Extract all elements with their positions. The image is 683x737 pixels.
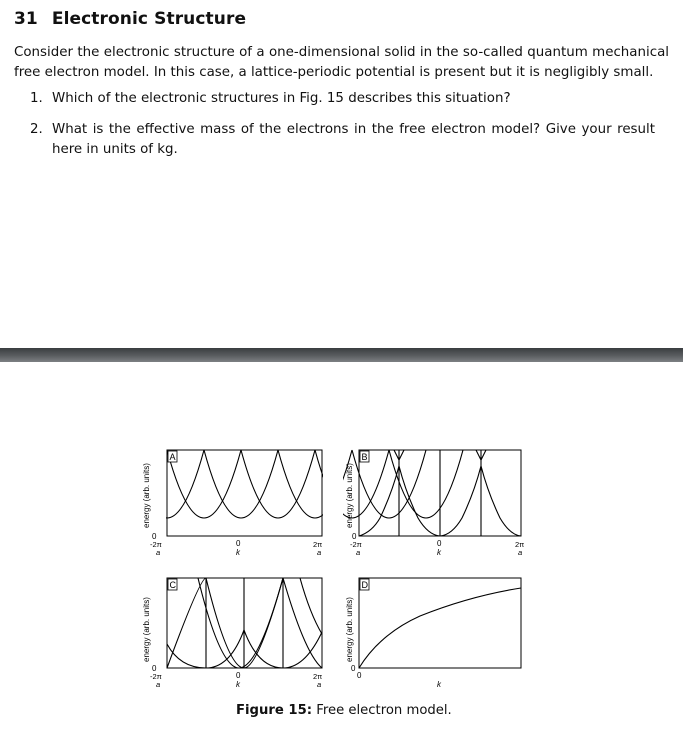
x-tick-pos: 2π [515, 540, 525, 549]
question-number: 2. [30, 122, 43, 137]
x-tick-pos: 2π [313, 672, 323, 681]
panel-c-curves [167, 578, 322, 668]
question-text: What is the effective mass of the electrons in the free electron model? Give your result here in units of kg. [52, 122, 655, 157]
section-heading [14, 9, 246, 29]
page-divider [0, 348, 683, 362]
y-tick-zero: 0 [351, 664, 356, 673]
x-tick-neg: -2π [150, 540, 162, 549]
panel-d-label: D [361, 580, 368, 590]
panel-c [142, 578, 322, 689]
question-text: Which of the electronic structures in Fig. 15 describes this situation? [52, 91, 511, 106]
y-axis-label-c: energy (arb. units) [142, 597, 151, 662]
x-tick-neg: -2π [150, 672, 162, 681]
question-number: 1. [30, 91, 43, 106]
band-structure-figure [140, 438, 540, 696]
x-tick-neg-a: a [356, 548, 361, 557]
x-tick-neg: -2π [350, 540, 362, 549]
x-tick-neg-a: a [156, 680, 161, 689]
x-axis-label: k [437, 680, 441, 689]
question-2 [30, 120, 655, 160]
y-tick-zero: 0 [152, 664, 157, 673]
figure-caption [236, 703, 452, 718]
x-axis-label: k [236, 680, 240, 689]
section-title: Electronic Structure [51, 9, 247, 29]
caption-label: Figure 15: [236, 703, 313, 718]
panel-a-curves [140, 450, 463, 518]
panel-c-label: C [169, 580, 176, 590]
panel-d [345, 578, 521, 689]
x-axis-label: k [236, 548, 240, 557]
x-tick-pos-a: a [317, 548, 322, 557]
panel-d-frame [359, 578, 521, 668]
x-tick-pos-a: a [518, 548, 523, 557]
x-axis-label: k [437, 548, 441, 557]
y-tick-zero: 0 [152, 532, 157, 541]
y-axis-label-d: energy (arb. units) [345, 597, 354, 662]
y-axis-label-b: energy (arb. units) [345, 463, 354, 528]
panel-a [140, 448, 463, 557]
panel-d-curve [359, 588, 521, 668]
x-tick-pos: 2π [313, 540, 323, 549]
x-tick-pos-a: a [317, 680, 322, 689]
y-tick-zero: 0 [352, 532, 357, 541]
intro-paragraph: Consider the electronic structure of a one-dimensional solid in the so-called quantum mechanical free electron model. In this case, a lattice-periodic potential is present but it is negligibly small. [14, 45, 669, 80]
x-tick-zero: 0 [236, 539, 241, 548]
question-1 [30, 89, 655, 109]
x-tick-zero: 0 [437, 539, 442, 548]
panel-b-label: B [361, 452, 368, 462]
panel-a-clip-right [323, 448, 343, 540]
section-number: 31 [14, 9, 38, 29]
x-tick-neg-a: a [156, 548, 161, 557]
caption-text: Free electron model. [316, 703, 452, 718]
panel-b-curves [359, 450, 521, 536]
panel-a-label: A [169, 452, 176, 462]
y-axis-label: energy (arb. units) [142, 463, 151, 528]
x-tick-zero: 0 [357, 671, 362, 680]
x-tick-zero: 0 [236, 671, 241, 680]
